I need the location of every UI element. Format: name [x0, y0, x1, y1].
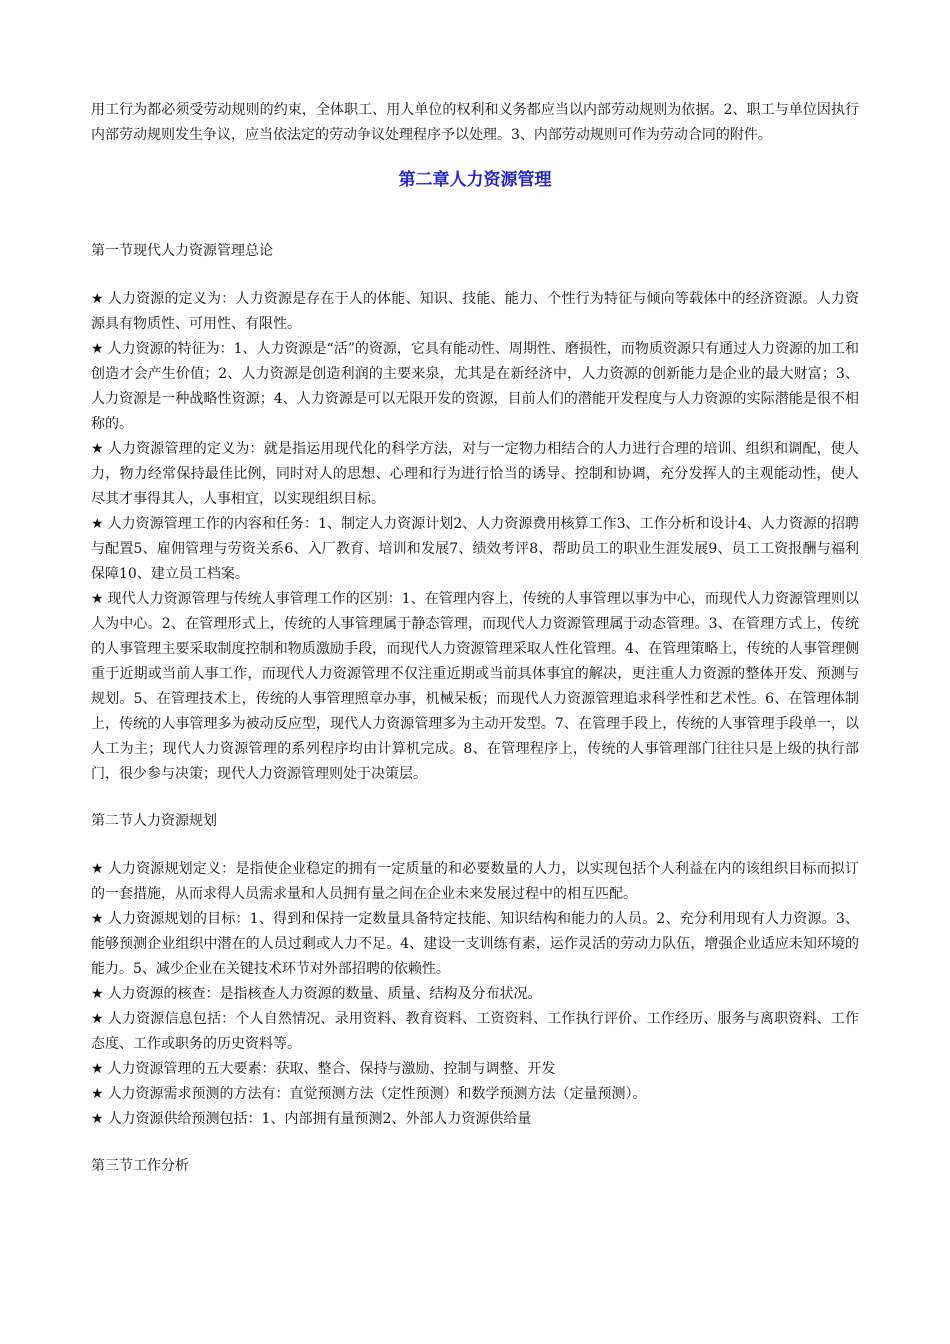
section-title-2: 第二节人力资源规划: [91, 813, 217, 829]
star-icon: ★: [91, 911, 104, 927]
star-icon: ★: [91, 1086, 104, 1102]
list-item: ★ 人力资源管理的五大要素：获取、整合、保持与激励、控制与调整、开发: [91, 1061, 556, 1077]
list-item: ★ 人力资源规划的目标：1、得到和保持一定数量具备特定技能、知识结构和能力的人员。2、充分利用现有人力资源。3、能够预测企业组织中潜在的人员过剩或人力不足。4、建设一支训练有素，运作灵活的劳动力队伍，增强企业适应未知环境的能力。5、减少企业在关键技术环节对外部招聘的依赖性。: [91, 911, 859, 977]
star-icon: ★: [91, 986, 104, 1002]
star-icon: ★: [91, 516, 104, 532]
section-1-list: [91, 287, 859, 787]
list-item: ★ 人力资源管理工作的内容和任务：1、制定人力资源计划2、人力资源费用核算工作3、工作分析和设计4、人力资源的招聘与配置5、雇佣管理与劳资关系6、入厂教育、培训和发展7、绩效考评8、帮助员工的职业生涯发展9、员工工资报酬与福利保障10、建立员工档案。: [91, 516, 859, 582]
star-icon: ★: [91, 341, 104, 357]
list-item: ★ 人力资源的定义为：人力资源是存在于人的体能、知识、技能、能力、个性行为特征与倾向等载体中的经济资源。人力资源具有物质性、可用性、有限性。: [91, 291, 859, 332]
list-item: ★ 人力资源的特征为：1、人力资源是“活”的资源，它具有能动性、周期性、磨损性，而物质资源只有通过人力资源的加工和创造才会产生价值；2、人力资源是创造利润的主要来泉，尤其是在新经济中，人力资源的创新能力是企业的最大财富；3、人力资源是一种战略性资源；4、人力资源是可以无限开发的资源，目前人们的潜能开发程度与人力资源的实际潜能是很不相称的。: [91, 341, 859, 432]
section-title-3: 第三节工作分析: [91, 1158, 189, 1174]
star-icon: ★: [91, 1111, 104, 1127]
list-item: ★ 人力资源管理的定义为：就是指运用现代化的科学方法，对与一定物力相结合的人力进行合理的培训、组织和调配，使人力，物力经常保持最佳比例，同时对人的思想、心理和行为进行恰当的诱导、控制和协调，充分发挥人的主观能动性，使人尽其才事得其人，人事相宜，以实现组织目标。: [91, 441, 859, 507]
star-icon: ★: [91, 441, 104, 457]
intro-paragraph: 用工行为都必须受劳动规则的约束，全体职工、用人单位的权利和义务都应当以内部劳动规则为依据。2、职工与单位因执行内部劳动规则发生争议，应当依法定的劳动争议处理程序予以处理。3、内部劳动规则可作为劳动合同的附件。: [91, 102, 859, 143]
list-item: ★ 人力资源供给预测包括：1、内部拥有量预测2、外部人力资源供给量: [91, 1111, 532, 1127]
list-item: ★ 人力资源规划定义：是指使企业稳定的拥有一定质量的和必要数量的人力，以实现包括个人利益在内的该组织目标而拟订的一套措施，从而求得人员需求量和人员拥有量之间在企业未来发展过程中的相互匹配。: [91, 861, 859, 902]
list-item: ★ 人力资源信息包括：个人自然情况、录用资料、教育资料、工资资料、工作执行评价、工作经历、服务与离职资料、工作态度、工作或职务的历史资料等。: [91, 1011, 859, 1052]
section-2-list: [91, 857, 859, 1132]
list-item: ★ 人力资源需求预测的方法有：直觉预测方法（定性预测）和数学预测方法（定量预测）。: [91, 1086, 647, 1102]
star-icon: ★: [91, 591, 104, 607]
section-title-1: 第一节现代人力资源管理总论: [91, 243, 273, 259]
list-item: ★ 人力资源的核查：是指核查人力资源的数量、质量、结构及分布状况。: [91, 986, 542, 1002]
star-icon: ★: [91, 1011, 104, 1027]
chapter-title: 第二章人力资源管理: [398, 170, 552, 190]
list-item: ★ 现代人力资源管理与传统人事管理工作的区别：1、在管理内容上，传统的人事管理以事为中心，而现代人力资源管理则以人为中心。2、在管理形式上，传统的人事管理属于静态管理，而现代人力资源管理属于动态管理。3、在管理方式上，传统的人事管理主要采取制度控制和物质激励手段，而现代人力资源管理采取人性化管理。4、在管理策略上，传统的人事管理侧重于近期或当前人事工作，而现代人力资源管理不仅注重近期或当前具体事宜的解决，更注重人力资源的整体开发、预测与规划。5、在管理技术上，传统的人事管理照章办事，机械呆板；而现代人力资源管理追求科学性和艺术性。6、在管理体制上，传统的人事管理多为被动反应型，现代人力资源管理多为主动开发型。7、在管理手段上，传统的人事管理手段单一，以人工为主；现代人力资源管理的系列程序均由计算机完成。8、在管理程序上，传统的人事管理部门往往只是上级的执行部门，很少参与决策；现代人力资源管理则处于决策层。: [91, 591, 859, 782]
document-page: [91, 98, 859, 1179]
star-icon: ★: [91, 291, 104, 307]
star-icon: ★: [91, 861, 104, 877]
star-icon: ★: [91, 1061, 104, 1077]
